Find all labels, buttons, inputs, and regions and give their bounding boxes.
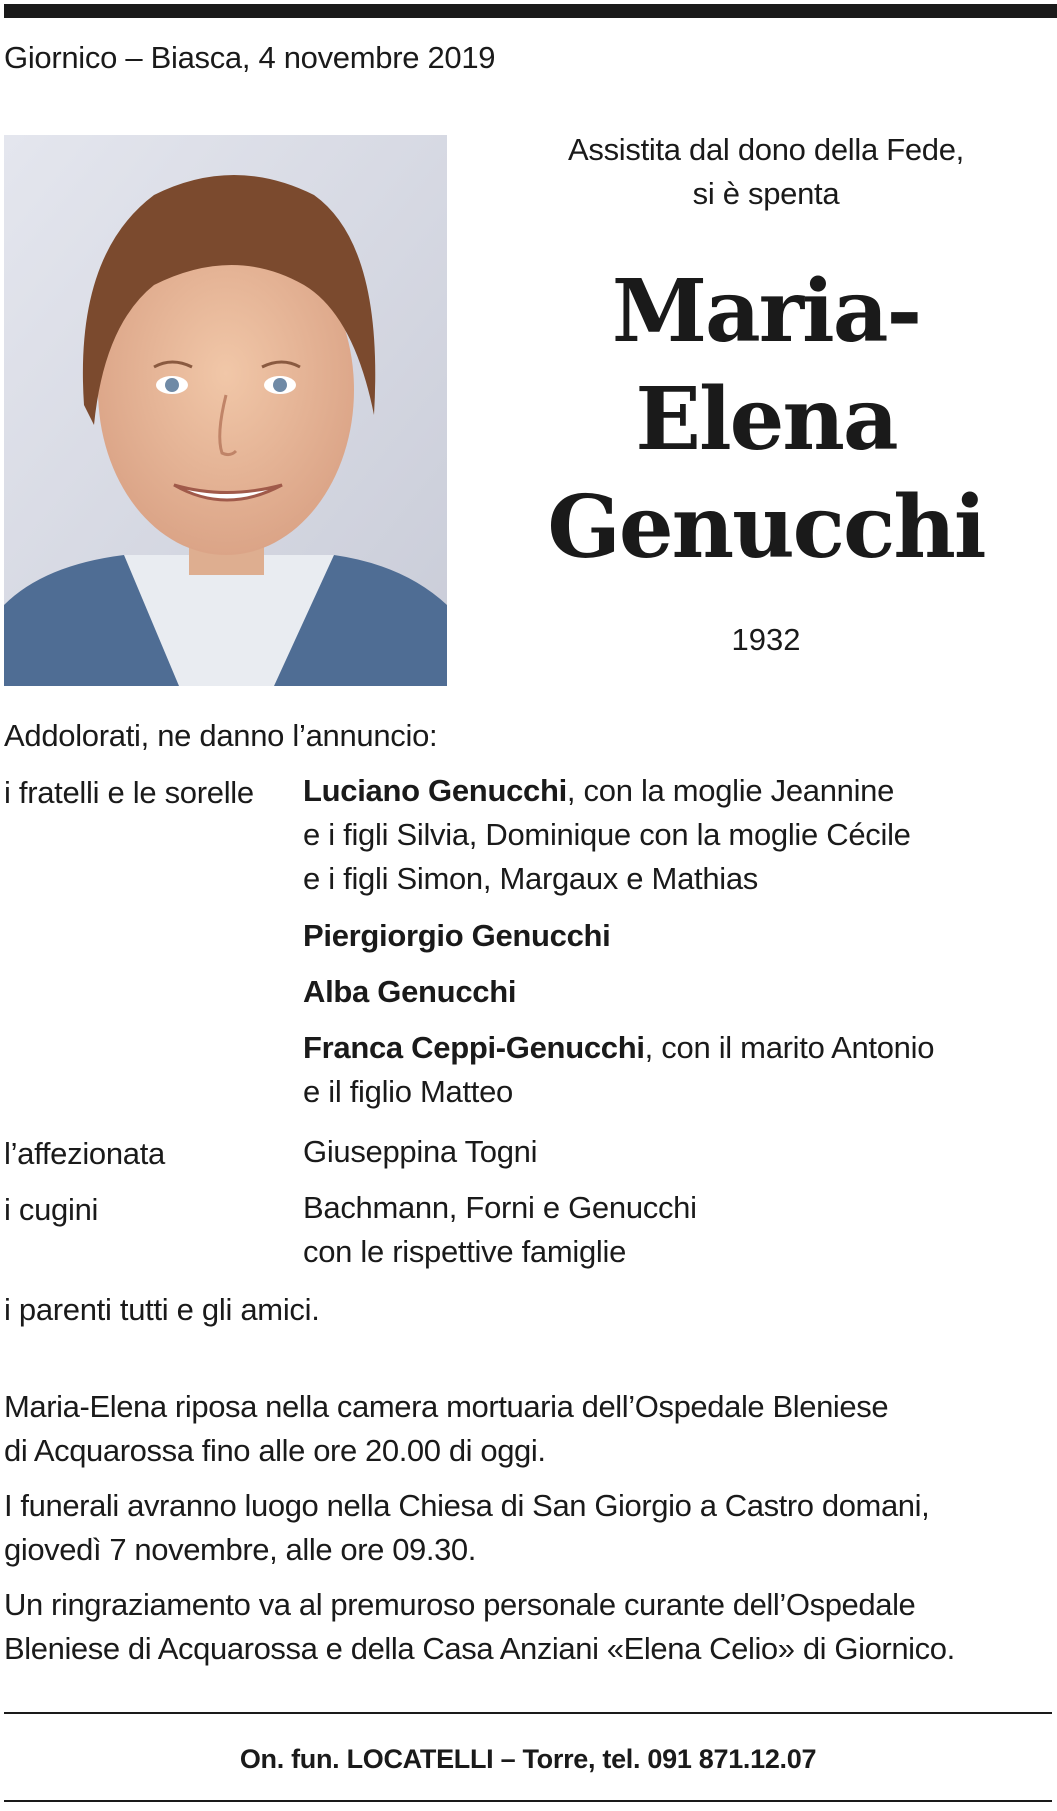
funeral-notice	[4, 1484, 929, 1572]
sibling-1-line-3: e i figli Simon, Margaux e Mathias	[303, 861, 758, 896]
name-line-2: Elena	[635, 369, 897, 470]
sibling-2-name: Piergiorgio Genucchi	[303, 918, 611, 953]
siblings-label: i fratelli e le sorelle	[4, 775, 254, 810]
others-line: i parenti tutti e gli amici.	[4, 1292, 320, 1327]
sibling-4-rest: , con il marito Antonio	[644, 1030, 935, 1065]
thanks-notice	[4, 1583, 955, 1671]
portrait-image	[4, 135, 447, 686]
deceased-name	[500, 258, 1032, 582]
dateline: Giornico – Biasca, 4 novembre 2019	[4, 40, 496, 75]
sibling-3	[303, 970, 516, 1014]
funeral-line-2: giovedì 7 novembre, alle ore 09.30.	[4, 1532, 476, 1567]
sibling-1-line-2: e i figli Silvia, Dominique con la moglie Cécile	[303, 817, 911, 852]
rest-notice	[4, 1385, 888, 1473]
cousins-label: i cugini	[4, 1192, 99, 1227]
intro-text	[500, 128, 1032, 216]
sibling-1-rest: , con la moglie Jeannine	[566, 773, 895, 808]
thanks-line-2: Bleniese di Acquarossa e della Casa Anziani «Elena Celio» di Giornico.	[4, 1631, 955, 1666]
cousins-line-2: con le rispettive famiglie	[303, 1234, 627, 1269]
footer-rule-bottom	[4, 1800, 1052, 1802]
name-line-3: Genucchi	[547, 477, 985, 578]
intro-line-2: si è spenta	[692, 176, 840, 211]
sibling-1	[303, 769, 911, 901]
portrait-photo	[4, 135, 447, 686]
intro-line-1: Assistita dal dono della Fede,	[568, 132, 964, 167]
rest-line-2: di Acquarossa fino alle ore 20.00 di oggi.	[4, 1433, 546, 1468]
thanks-line-1: Un ringraziamento va al premuroso personale curante dell’Ospedale	[4, 1587, 916, 1622]
funeral-home-footer: On. fun. LOCATELLI – Torre, tel. 091 871.12.07	[239, 1744, 817, 1774]
affectionate-label: l’affezionata	[4, 1136, 165, 1171]
sibling-3-name: Alba Genucchi	[303, 974, 517, 1009]
sibling-2	[303, 914, 611, 958]
cousins	[303, 1186, 697, 1274]
rest-line-1: Maria-Elena riposa nella camera mortuaria dell’Ospedale Bleniese	[4, 1389, 889, 1424]
sibling-4-line-2: e il figlio Matteo	[303, 1074, 513, 1109]
announcement: Addolorati, ne danno l’annuncio:	[4, 718, 438, 753]
name-line-1: Maria-	[611, 261, 921, 362]
affectionate-name: Giuseppina Togni	[303, 1134, 538, 1169]
sibling-1-name: Luciano Genucchi	[303, 773, 567, 808]
birth-year: 1932	[731, 622, 801, 657]
funeral-line-1: I funerali avranno luogo nella Chiesa di San Giorgio a Castro domani,	[4, 1488, 930, 1523]
footer-rule-top	[4, 1712, 1052, 1714]
sibling-4-name: Franca Ceppi-Genucchi	[303, 1030, 645, 1065]
top-rule	[4, 4, 1057, 18]
sibling-4	[303, 1026, 934, 1114]
cousins-line-1: Bachmann, Forni e Genucchi	[303, 1190, 697, 1225]
